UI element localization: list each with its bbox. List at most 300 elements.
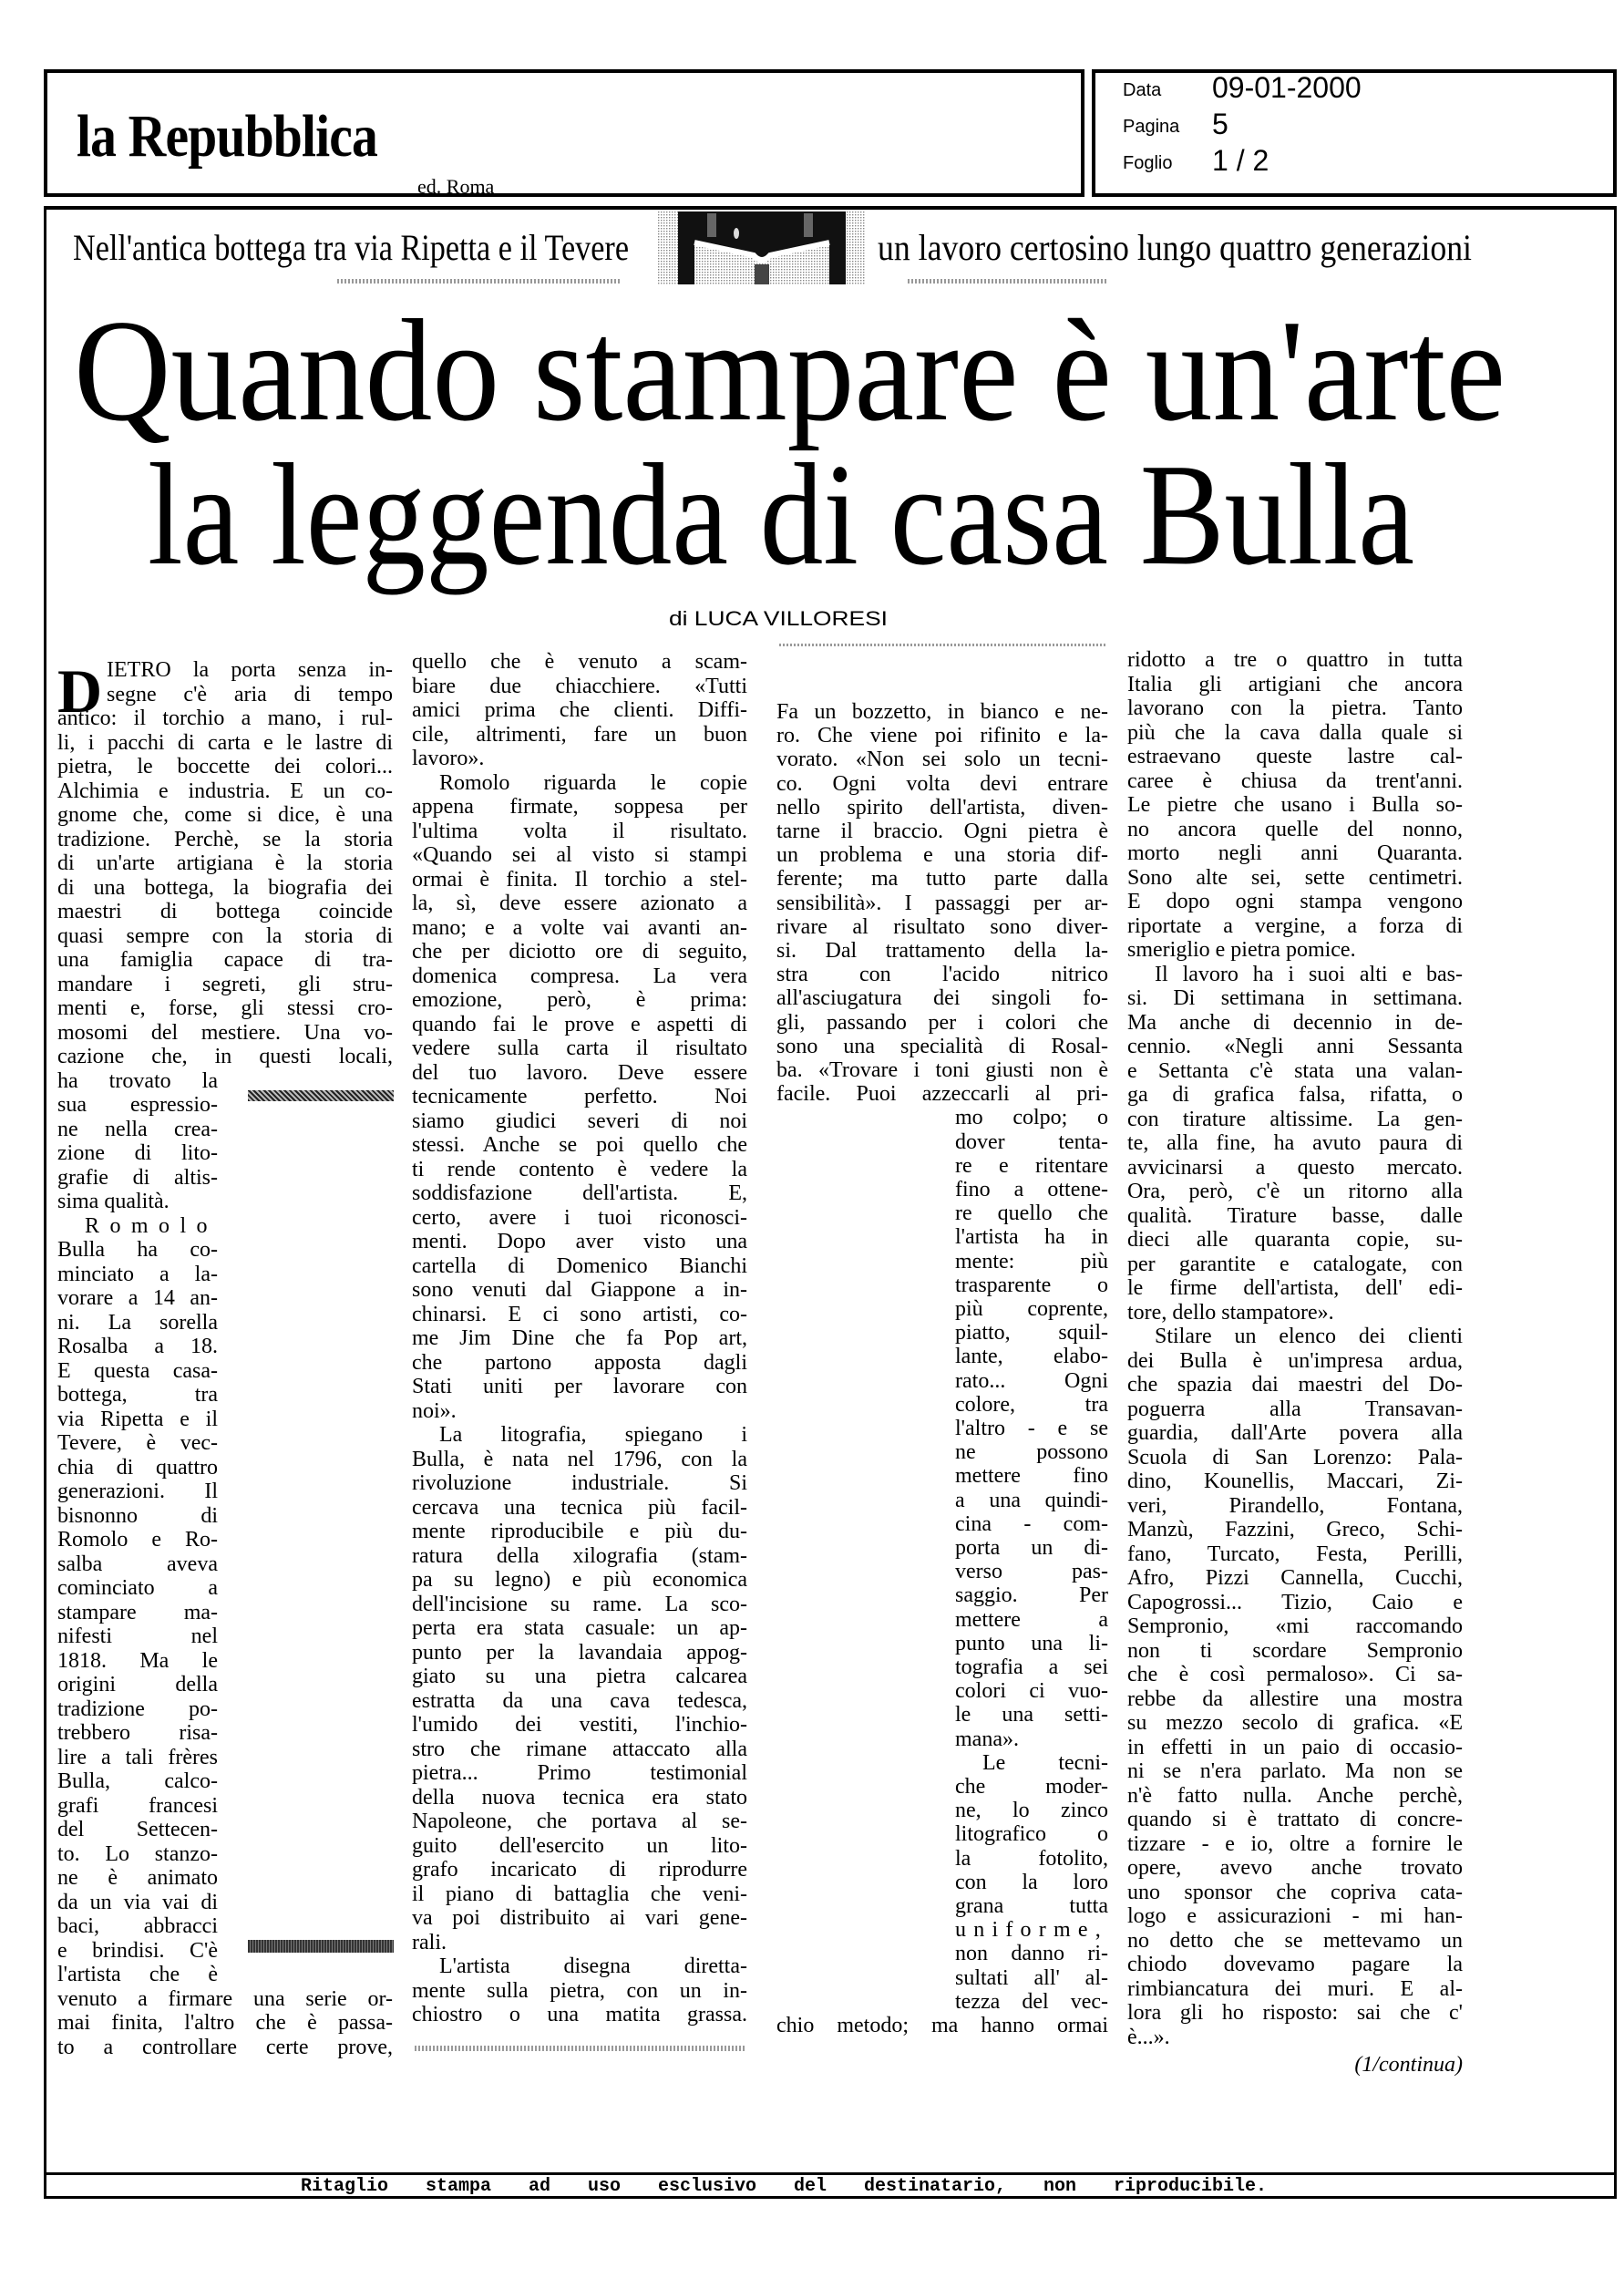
text-line xyxy=(412,1109,747,1133)
line-text: e Settanta c'è stata una valan- xyxy=(1127,1058,1463,1083)
line-text: l'umido dei vestiti, l'inchio- xyxy=(412,1713,747,1737)
text-line xyxy=(412,1303,747,1326)
line-text: grafo incaricato di riprodurre xyxy=(412,1858,747,1882)
line-text: maestri di bottega coincide xyxy=(57,900,393,923)
continued-note: (1/continua) xyxy=(1354,2053,1463,2077)
text-line xyxy=(1127,793,1463,817)
line-text: to. Lo stanzo- xyxy=(57,1841,218,1866)
line-text: la fotolito, xyxy=(955,1846,1108,1871)
line-text: Ma anche di decennio in de- xyxy=(1127,1010,1463,1035)
line-text: mandare i segreti, gli stru- xyxy=(57,972,393,996)
line-text: mano; e a volte vai avanti an- xyxy=(412,915,747,940)
line-text: baci, abbracci xyxy=(57,1914,218,1938)
line-text: ha trovato la xyxy=(57,1068,218,1093)
text-line xyxy=(412,1133,747,1157)
line-text: nello spirito dell'artista, diven- xyxy=(776,795,1108,820)
line-text: uno sponsor che copriva cata- xyxy=(1127,1880,1463,1904)
text-line xyxy=(1127,1591,1463,1614)
text-line xyxy=(955,1751,1108,1775)
text-line xyxy=(412,916,747,940)
line-text: che spazia dai maestri del Do- xyxy=(1127,1373,1463,1397)
line-text: trebbero risa- xyxy=(57,1721,218,1745)
line-text: Il lavoro ha i suoi alti e bas- xyxy=(1155,962,1463,986)
text-line xyxy=(1127,696,1463,720)
line-text: cennio. «Negli anni Sessanta xyxy=(1127,1035,1463,1058)
line-text: guardia, dall'Arte povera alla xyxy=(1127,1421,1463,1445)
text-line xyxy=(955,1583,1108,1607)
text-line xyxy=(57,731,393,755)
line-text: Italia gli artigiani che ancora xyxy=(1127,672,1463,696)
text-line xyxy=(776,700,1108,724)
text-line xyxy=(57,876,393,900)
text-line xyxy=(955,1512,1108,1536)
line-text: Alchimia e industria. E un co- xyxy=(57,779,393,803)
line-text: chia di quattro xyxy=(57,1455,218,1480)
text-line xyxy=(57,1408,218,1431)
text-line xyxy=(412,1954,747,1978)
text-line xyxy=(412,1738,747,1761)
text-line xyxy=(412,795,747,819)
line-text: chiostro o una matita grassa. xyxy=(412,2003,747,2026)
line-text: l'artista che è xyxy=(57,1963,218,1986)
text-line xyxy=(1127,1180,1463,1203)
line-text: è...». xyxy=(1127,2025,1170,2049)
text-line xyxy=(1127,1059,1463,1083)
column-photo-strip-top xyxy=(248,1090,394,1101)
text-line xyxy=(412,1882,747,1906)
text-line xyxy=(1127,1494,1463,1518)
text-line xyxy=(776,1082,1108,1106)
line-text: ne possono xyxy=(955,1440,1108,1465)
line-text: noi». xyxy=(412,1398,457,1423)
text-line xyxy=(57,1576,218,1600)
text-line xyxy=(1127,914,1463,938)
text-line xyxy=(955,1345,1108,1368)
text-line xyxy=(776,843,1108,867)
line-text: con la loro xyxy=(955,1870,1108,1894)
text-line xyxy=(412,1448,747,1471)
line-text: grafi francesi xyxy=(57,1793,218,1818)
text-line xyxy=(57,755,393,779)
line-text: che moder- xyxy=(955,1775,1108,1799)
line-text: chinarsi. E ci sono artisti, co- xyxy=(412,1302,747,1326)
line-text: sima qualità. xyxy=(57,1190,170,1213)
line-text: gli, passando per i colori che xyxy=(776,1010,1108,1035)
text-line xyxy=(1127,745,1463,768)
text-line xyxy=(57,2036,393,2059)
line-text: qualità. Tirature basse, dalle xyxy=(1127,1203,1463,1228)
text-line xyxy=(412,1326,747,1350)
kicker-left: Nell'antica bottega tra via Ripetta e il Tevere xyxy=(73,227,629,268)
text-line xyxy=(955,1871,1108,1894)
line-text: litografico o xyxy=(955,1822,1108,1847)
line-text: colori ci vuo- xyxy=(955,1679,1108,1704)
text-line xyxy=(955,1822,1108,1846)
text-line xyxy=(1127,1736,1463,1759)
line-text: Stilare un elenco dei clienti xyxy=(1155,1325,1463,1348)
column-2-end-rule xyxy=(415,2046,745,2051)
line-text: ne nella crea- xyxy=(57,1117,218,1141)
text-line xyxy=(57,1359,218,1383)
text-line xyxy=(412,1520,747,1543)
text-line xyxy=(412,1906,747,1930)
text-line xyxy=(57,1818,218,1841)
line-text: chiodo dovevamo pagare la xyxy=(1127,1953,1463,1976)
edition-label: ed. Roma xyxy=(417,175,495,198)
line-text: di una bottega, la biografia dei xyxy=(57,875,393,900)
text-line xyxy=(57,1987,393,2011)
text-line xyxy=(1127,1083,1463,1107)
line-text: quasi sempre con la storia di xyxy=(57,923,393,948)
text-line xyxy=(412,675,747,698)
line-text: più che la cava dalla quale si xyxy=(1127,720,1463,745)
line-text: Manzù, Fazzini, Greco, Schi- xyxy=(1127,1518,1463,1542)
line-text: sono una specialità di Rosal- xyxy=(776,1034,1108,1058)
text-line xyxy=(57,1190,218,1213)
line-text: Bulla ha co- xyxy=(57,1238,218,1262)
line-text: lora gli ho risposto: sai che c' xyxy=(1127,2001,1463,2025)
text-line xyxy=(1127,1663,1463,1686)
line-text: nifesti nel xyxy=(57,1624,218,1648)
text-line xyxy=(57,683,393,706)
text-line xyxy=(57,1238,218,1262)
line-text: amici prima che clienti. Diffi- xyxy=(412,698,747,722)
text-line xyxy=(412,1206,747,1230)
text-line xyxy=(776,915,1108,939)
line-text: del tuo lavoro. Deve essere xyxy=(412,1060,747,1085)
line-text: dino, Kounellis, Maccari, Zi- xyxy=(1127,1469,1463,1493)
line-text: lavoro». xyxy=(412,747,485,770)
text-line xyxy=(1127,1977,1463,2001)
line-text: il piano di battaglia che veni- xyxy=(412,1882,747,1906)
line-text: stessi. Anche se poi quello che xyxy=(412,1133,747,1157)
text-line xyxy=(412,1641,747,1665)
line-text: tore, dello stampatore». xyxy=(1127,1300,1334,1325)
text-line xyxy=(57,1914,218,1938)
text-line xyxy=(776,963,1108,986)
text-line xyxy=(412,868,747,892)
line-text: dei Bulla è un'impresa ardua, xyxy=(1127,1348,1463,1373)
reproduction-notice: Ritaglio stampa ad uso esclusivo del destinatario, non riproducibile. xyxy=(301,2176,1267,2197)
text-line xyxy=(1127,1253,1463,1276)
line-text: saggio. Per xyxy=(955,1583,1108,1608)
line-text: che per diciotto ore di seguito, xyxy=(412,940,747,964)
text-line xyxy=(1127,938,1463,962)
text-line xyxy=(955,1847,1108,1871)
text-line xyxy=(412,1013,747,1036)
line-text: via Ripetta e il xyxy=(57,1407,218,1431)
text-line xyxy=(57,1866,218,1890)
text-line xyxy=(1127,721,1463,745)
line-text: ormai è finita. Il torchio a stel- xyxy=(412,867,747,892)
text-line xyxy=(1127,1035,1463,1058)
text-line xyxy=(955,1918,1108,1942)
line-text: «Quando sei al visto si stampi xyxy=(412,843,747,867)
line-text: all'asciugatura dei singoli fo- xyxy=(776,986,1108,1011)
line-text: minciato a la- xyxy=(57,1262,218,1286)
text-line xyxy=(412,1713,747,1737)
text-line xyxy=(412,892,747,915)
text-line xyxy=(412,1979,747,2003)
line-text: quello che è venuto a scam- xyxy=(412,650,747,674)
line-text: mettere a xyxy=(955,1607,1108,1632)
text-line xyxy=(57,1263,218,1286)
line-text: ni se n'era parlato. Ma non se xyxy=(1127,1759,1463,1783)
line-text: tradizione. Perchè, se la storia xyxy=(57,827,393,851)
text-line xyxy=(57,1721,218,1745)
line-text: vorare a 14 an- xyxy=(57,1286,218,1310)
text-line xyxy=(776,1058,1108,1082)
headline-line-1: Quando stampare è un'arte xyxy=(74,289,1506,451)
sheet-value: 1 / 2 xyxy=(1212,144,1269,177)
text-line xyxy=(1127,1808,1463,1831)
line-text: perta era stata casuale: un ap- xyxy=(412,1616,747,1640)
line-text: smeriglio e pietra pomice. xyxy=(1127,938,1356,962)
line-text: l'altro - e se xyxy=(955,1417,1108,1440)
line-text: sono venuti dal Giappone a in- xyxy=(412,1278,747,1302)
text-line xyxy=(1127,1542,1463,1566)
line-text: ne è animato xyxy=(57,1866,218,1890)
line-text: zione di lito- xyxy=(57,1141,218,1165)
text-line xyxy=(1127,2026,1463,2049)
text-line xyxy=(412,1375,747,1398)
line-text: in effetti in un paio di occasio- xyxy=(1127,1735,1463,1759)
text-line xyxy=(57,1141,218,1165)
text-line xyxy=(57,1697,218,1721)
text-line xyxy=(1127,1614,1463,1638)
line-text: ne, lo zinco xyxy=(955,1799,1108,1823)
text-line xyxy=(412,1616,747,1640)
line-text: sua espressio- xyxy=(57,1093,218,1117)
footer-divider xyxy=(44,2172,1617,2175)
text-line xyxy=(412,698,747,722)
text-line xyxy=(776,1035,1108,1058)
text-line xyxy=(412,1254,747,1278)
line-text: certo, avere i tuoi riconosci- xyxy=(412,1205,747,1230)
text-line xyxy=(955,1440,1108,1464)
text-line xyxy=(776,772,1108,796)
kicker-left-rule xyxy=(337,279,620,284)
text-line xyxy=(412,1496,747,1520)
line-text: mettere fino xyxy=(955,1464,1108,1489)
text-line xyxy=(1127,1566,1463,1590)
line-text: Rosalba a 18. xyxy=(57,1335,218,1358)
text-line xyxy=(955,1560,1108,1583)
line-text: E dopo ogni stampa vengono xyxy=(1127,890,1463,913)
text-line xyxy=(1127,1204,1463,1228)
line-text: estraevano queste lastre cal- xyxy=(1127,745,1463,768)
line-text: te, alla fine, ha avuto paura di xyxy=(1127,1131,1463,1155)
text-line xyxy=(1127,866,1463,890)
line-text: mana». xyxy=(955,1727,1019,1751)
text-line xyxy=(1127,1228,1463,1252)
line-text: biare due chiacchiere. «Tutti xyxy=(412,674,747,698)
drop-cap: D xyxy=(57,656,103,726)
text-line xyxy=(955,1655,1108,1679)
text-line xyxy=(955,1990,1108,2014)
line-text: stampare ma- xyxy=(57,1600,218,1624)
line-text: menti e, forse, gli stessi cro- xyxy=(57,996,393,1020)
text-line xyxy=(1127,2001,1463,2025)
text-line xyxy=(955,1250,1108,1274)
line-text: verso pas- xyxy=(955,1560,1108,1584)
text-line xyxy=(776,724,1108,748)
page-label: Pagina xyxy=(1123,117,1180,137)
text-line xyxy=(57,658,393,682)
text-line xyxy=(412,1810,747,1833)
date-label: Data xyxy=(1123,80,1162,100)
text-line xyxy=(57,1311,218,1335)
line-text: cominciato a xyxy=(57,1576,218,1600)
line-text: riportate a vergine, a forza di xyxy=(1127,913,1463,938)
line-text: soddisfazione dell'artista. E, xyxy=(412,1181,747,1205)
line-text: no detto che se mettevamo un xyxy=(1127,1928,1463,1953)
line-text: pietra, le boccette dei colori... xyxy=(57,755,393,779)
text-line xyxy=(412,964,747,988)
text-line xyxy=(955,1703,1108,1727)
text-line xyxy=(776,820,1108,843)
text-line xyxy=(955,1393,1108,1417)
text-line xyxy=(412,1834,747,1858)
line-text: da un via vai di xyxy=(57,1890,218,1914)
line-text: origini della xyxy=(57,1673,218,1696)
line-text: Romolo riguarda le copie xyxy=(439,770,747,795)
text-line xyxy=(57,706,393,730)
line-text: Le pietre che usano i Bulla so- xyxy=(1127,793,1463,817)
line-text: per garantite e catalogate, con xyxy=(1127,1252,1463,1276)
text-line xyxy=(57,1552,218,1576)
line-text: cazione che, in questi locali, xyxy=(57,1045,393,1068)
line-text: Bulla, calco- xyxy=(57,1769,218,1793)
text-line xyxy=(412,1568,747,1592)
text-line xyxy=(412,1061,747,1085)
text-line xyxy=(412,940,747,964)
text-line xyxy=(1127,1881,1463,1904)
open-book-icon xyxy=(658,211,866,284)
line-text: stra con l'acido nitrico xyxy=(776,963,1108,987)
text-line xyxy=(57,1118,218,1141)
line-text: si. Di settimana in settimana. xyxy=(1127,986,1463,1010)
text-line xyxy=(57,1624,218,1648)
line-text: le firme dell'artista, dell' edi- xyxy=(1127,1276,1463,1300)
text-line xyxy=(1127,1856,1463,1880)
line-text: va poi distribuito ai vari gene- xyxy=(412,1906,747,1930)
line-text: caree è chiusa da trent'anni. xyxy=(1127,768,1463,793)
text-line xyxy=(955,1775,1108,1799)
text-line xyxy=(1127,1011,1463,1035)
text-line xyxy=(57,1649,218,1673)
line-text: che è così permaloso». Ci sa- xyxy=(1127,1663,1463,1686)
line-text: n'è fatto nulla. Anche perchè, xyxy=(1127,1783,1463,1808)
line-text: mai finita, l'altro che è passa- xyxy=(57,2011,393,2035)
text-line xyxy=(412,1399,747,1423)
line-text: del Settecen- xyxy=(57,1818,218,1841)
line-text: le una setti- xyxy=(955,1703,1108,1727)
line-text: rivare al risultato sono diver- xyxy=(776,914,1108,939)
line-text: logo e assicurazioni - mi han- xyxy=(1127,1904,1463,1928)
line-text: menti. Dopo aver visto una xyxy=(412,1230,747,1253)
line-text: su mezzo secolo di grafica. «E xyxy=(1127,1711,1463,1735)
line-text: morto negli anni Quaranta. xyxy=(1127,841,1463,865)
text-line xyxy=(1127,818,1463,841)
line-text: veri, Pirandello, Fontana, xyxy=(1127,1493,1463,1518)
page-value: 5 xyxy=(1212,108,1228,140)
line-text: Sempronio, «mi raccomando xyxy=(1127,1614,1463,1638)
text-line xyxy=(1127,769,1463,793)
line-text: tecnicamente perfetto. Noi xyxy=(412,1085,747,1109)
line-text: dieci alle quaranta copie, su- xyxy=(1127,1228,1463,1252)
line-text: ni. La sorella xyxy=(57,1310,218,1335)
text-line xyxy=(57,1431,218,1455)
line-text: estratta da una cava tedesca, xyxy=(412,1688,747,1713)
line-text: colore, tra xyxy=(955,1392,1108,1417)
text-line xyxy=(1127,1953,1463,1976)
text-line xyxy=(1127,890,1463,913)
text-line xyxy=(57,924,393,948)
line-text: Capogrossi... Tizio, Caio e xyxy=(1127,1590,1463,1614)
text-line xyxy=(1127,1108,1463,1131)
line-text: re quello che xyxy=(955,1201,1108,1226)
text-line xyxy=(1127,1784,1463,1808)
line-text: tradizione po- xyxy=(57,1696,218,1721)
text-line xyxy=(1127,1276,1463,1300)
text-line xyxy=(412,843,747,867)
text-line xyxy=(57,851,393,875)
text-line xyxy=(57,1939,218,1963)
line-text: cercava una tecnica più facil- xyxy=(412,1495,747,1520)
text-line xyxy=(412,1230,747,1253)
line-text: ro. Che viene poi rifinito e la- xyxy=(776,724,1108,748)
text-line xyxy=(57,1601,218,1624)
text-line xyxy=(57,1383,218,1407)
text-line xyxy=(1127,1446,1463,1469)
text-line xyxy=(57,1746,218,1769)
line-text: mente sulla pietra, con un in- xyxy=(412,1978,747,2003)
text-line xyxy=(57,1021,393,1045)
line-text: tarne il braccio. Ogni pietra è xyxy=(776,820,1108,843)
line-text: rato... Ogni xyxy=(955,1368,1108,1393)
line-text: che partono apposta dagli xyxy=(412,1350,747,1375)
line-text: l'artista ha in xyxy=(955,1225,1108,1250)
book-emblem-image xyxy=(658,211,866,284)
text-line xyxy=(57,803,393,827)
line-text: quando fai le prove e aspetti di xyxy=(412,1012,747,1036)
line-text: punto per la lavandaia appog- xyxy=(412,1640,747,1665)
text-line xyxy=(412,723,747,747)
text-line xyxy=(955,1130,1108,1154)
line-text: Sono alte sei, sette centimetri. xyxy=(1127,865,1463,890)
line-text: 1818. Ma le xyxy=(57,1648,218,1673)
text-line xyxy=(57,828,393,851)
line-text: rimbiancatura dei muri. E al- xyxy=(1127,1976,1463,2001)
text-line xyxy=(955,1942,1108,1965)
text-line xyxy=(955,1632,1108,1655)
line-text: Tevere, è vec- xyxy=(57,1431,218,1455)
line-text: Ora, però, c'è un ritorno alla xyxy=(1127,1180,1463,1203)
text-line xyxy=(412,1786,747,1810)
line-text: venuto a firmare una serie or- xyxy=(57,1986,393,2011)
text-line xyxy=(57,1480,218,1503)
text-line xyxy=(412,1471,747,1495)
line-text: stro che rimane attaccato alla xyxy=(412,1737,747,1761)
text-line xyxy=(955,1178,1108,1201)
line-text: vorato. «Non sei solo un tecni- xyxy=(776,748,1108,772)
line-text: pa su legno) e più economica xyxy=(412,1568,747,1592)
line-text: antico: il torchio a mano, i rul- xyxy=(57,706,393,730)
line-text: IETRO la porta senza in- xyxy=(107,658,393,682)
text-line xyxy=(776,1011,1108,1035)
line-text: tezza del vec- xyxy=(955,1989,1108,2014)
